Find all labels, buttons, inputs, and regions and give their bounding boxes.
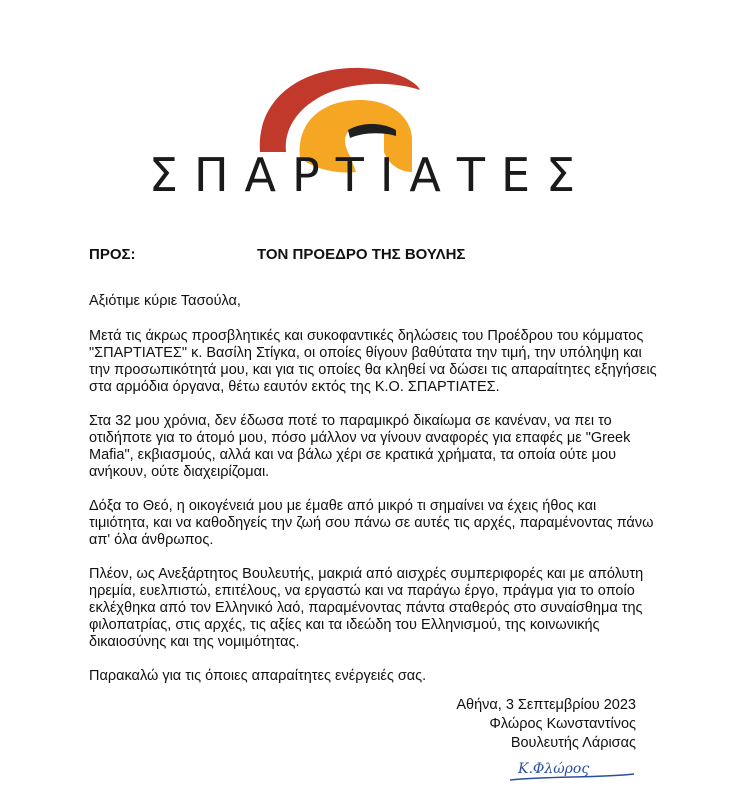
- paragraph: Δόξα το Θεό, η οικογένειά μου με έμαθε από μικρό τι σημαίνει να έχεις ήθος και τιμιότητα, και να καθοδηγείς την ζωή σου πάνω σε αυτές τις αρχές, παραμένοντας πάνω απ' όλα άνθρωπος.: [89, 498, 654, 548]
- place-date: Αθήνα, 3 Σεπτεμβρίου 2023: [456, 697, 636, 713]
- signoff-block: [456, 696, 636, 753]
- signer-name: Φλώρος Κωνσταντίνος: [489, 716, 636, 732]
- paragraph: Στα 32 μου χρόνια, δεν έδωσα ποτέ το παραμικρό δικαίωμα σε κανέναν, να πει το οτιδήποτε για το άτομό μου, πόσο μάλλον να γίνουν αναφορές για επαφές με "Greek Mafia", εκβιασμούς, αλλά και να βάλω χέρι σε κρατικά χρήματα, τα οποία ούτε μου ανήκουν, ούτε διαχειρίζομαι.: [89, 413, 631, 480]
- salutation: Αξιότιμε κύριε Τασούλα,: [89, 293, 241, 309]
- paragraph: Πλέον, ως Ανεξάρτητος Βουλευτής, μακριά από αισχρές συμπεριφορές και με απόλυτη ηρεμία, ευελπιστώ, επιτέλους, να εργαστώ και να παράγω έργο, πράγμα για το οποίο εκλέχθηκα από τον Ελληνικό λαό, παραμένοντας πάντα σταθερός στο συναίσθημα της φιλοπατρίας, στις αρχές, τις αξίες και τα ιδεώδη του Ελληνισμού, της κοινωνικής δικαιοσύνης και της νομιμότητας.: [89, 566, 644, 650]
- handwritten-signature: [508, 756, 636, 786]
- signer-title: Βουλευτής Λάρισας: [510, 735, 636, 751]
- recipient-name: ΤΟΝ ΠΡΟΕΔΡΟ ΤΗΣ ΒΟΥΛΗΣ: [257, 246, 466, 263]
- closing-request: Παρακαλώ για τις όποιες απαραίτητες ενέργειές σας.: [89, 668, 427, 684]
- recipient-label: ΠΡΟΣ:: [89, 246, 136, 263]
- letter-body: [89, 293, 659, 702]
- party-brand-name: ΣΠΑΡΤΙΑΤΕΣ: [148, 148, 592, 202]
- paragraph: Μετά τις άκρως προσβλητικές και συκοφαντικές δηλώσεις του Προέδρου του κόμματος "ΣΠΑΡΤΙΑΤΕΣ" κ. Βασίλη Στίγκα, οι οποίες θίγουν βαθύτατα την τιμή, την υπόληψη και την προσωπικότητά μου, και για τις οποίες θα κληθεί να δώσει τις απαραίτητες εξηγήσεις στα αρμόδια όργανα, θέτω εαυτόν εκτός της Κ.Ο. ΣΠΑΡΤΙΑΤΕΣ.: [89, 328, 657, 395]
- svg-text:Κ.Φλώρος: Κ.Φλώρος: [518, 761, 590, 777]
